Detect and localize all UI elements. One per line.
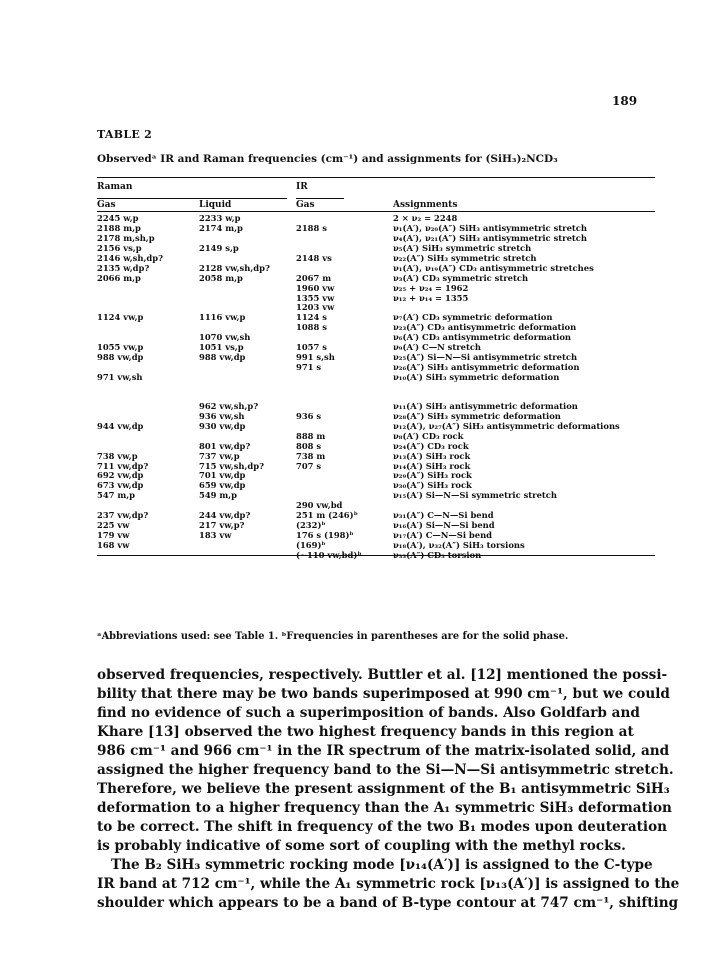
table-row bbox=[97, 511, 657, 521]
table-cell-c3: 176 s (198)ᵇ bbox=[296, 530, 354, 541]
table-cell-c4: ν₂₂(A″) SiH₃ symmetric stretch bbox=[393, 252, 537, 263]
table-row bbox=[97, 363, 657, 373]
table-cell-c3: 2188 s bbox=[296, 222, 327, 233]
table-label: TABLE 2 bbox=[97, 128, 153, 141]
table-row bbox=[97, 244, 657, 254]
table-cell-c1: 944 vw,dp bbox=[97, 420, 144, 431]
table-row bbox=[97, 333, 657, 343]
table-cell-c3: 888 m bbox=[296, 430, 326, 441]
table-cell-c1: 547 m,p bbox=[97, 490, 136, 501]
table-cell-c3: (169)ᵇ bbox=[296, 540, 326, 550]
table-cell-c3: 2067 m bbox=[296, 272, 332, 283]
table-caption: Observedᵃ IR and Raman frequencies (cm⁻¹) and assignments for (SiH₃)₂NCD₃ bbox=[97, 153, 558, 165]
table-cell-c2: 2058 m,p bbox=[199, 272, 243, 283]
table-cell-c4: ν₉(A′) C—N stretch bbox=[393, 342, 482, 353]
table-header-bottom-rule bbox=[97, 211, 655, 212]
table-cell-c3: 290 vw,bd bbox=[296, 500, 343, 511]
table-cell-c2: 2233 w,p bbox=[199, 213, 241, 223]
table-cell-c4: ν₂₉(A″) SiH₃ rock bbox=[393, 470, 472, 481]
header-raman: Raman bbox=[97, 182, 133, 192]
table-cell-c4: ν₁₈(A′), ν₃₂(A″) SiH₃ torsions bbox=[393, 540, 525, 550]
table-cell-c2: 183 vw bbox=[199, 530, 232, 541]
table-cell-c1: 179 vw bbox=[97, 530, 130, 541]
table-row bbox=[97, 491, 657, 501]
table-cell-c2: 217 vw,p? bbox=[199, 520, 245, 531]
body-line: deformation to a higher frequency than the A₁ symmetric SiH₃ deformation bbox=[97, 800, 672, 816]
table-row bbox=[97, 531, 657, 541]
table-cell-c4: ν₁₂(A′), ν₂₇(A″) SiH₃ antisymmetric deformations bbox=[393, 420, 620, 431]
body-line: shoulder which appears to be a band of B-type contour at 747 cm⁻¹, shifting bbox=[97, 895, 679, 911]
table-cell-c2: 737 vw,p bbox=[199, 450, 240, 461]
table-cell-c2: 2174 m,p bbox=[199, 222, 243, 233]
table-cell-c4: ν₂₈(A″) SiH₃ symmetric deformation bbox=[393, 410, 561, 421]
table-cell-c3: 936 s bbox=[296, 410, 322, 421]
table-cell-c4: ν₂₅(A″) Si—N—Si antisymmetric stretch bbox=[393, 352, 578, 363]
body-line: assigned the higher frequency band to the Si—N—Si antisymmetric stretch. bbox=[97, 762, 674, 778]
table-cell-c1: 2156 vs,p bbox=[97, 242, 142, 253]
table-cell-c1: 2135 w,dp? bbox=[97, 262, 150, 273]
raman-header-rule bbox=[97, 198, 287, 199]
table-cell-c1: 168 vw bbox=[97, 540, 130, 550]
table-cell-c3: 1124 s bbox=[296, 312, 327, 323]
table-cell-c3: 1057 s bbox=[296, 342, 327, 353]
table-footnote: ᵃAbbreviations used: see Table 1. ᵇFrequencies in parentheses are for the solid phase. bbox=[97, 631, 569, 642]
table-cell-c1: 738 vw,p bbox=[97, 450, 138, 461]
table-row bbox=[97, 402, 657, 412]
table-cell-c3: 1203 vw bbox=[296, 302, 335, 313]
table-row bbox=[97, 303, 657, 313]
table-cell-c3: 738 m bbox=[296, 450, 326, 461]
table-cell-c4: ν₁₆(A′) Si—N—Si bend bbox=[393, 520, 495, 531]
table-cell-c2: 715 vw,sh,dp? bbox=[199, 460, 265, 471]
table-cell-c2: 549 m,p bbox=[199, 490, 238, 501]
frequency-table bbox=[97, 214, 657, 561]
table-cell-c1: 2146 w,sh,dp? bbox=[97, 252, 164, 263]
table-cell-c3: (232)ᵇ bbox=[296, 520, 326, 531]
table-cell-c4: ν₃₁(A″) C—N—Si bend bbox=[393, 510, 494, 521]
table-cell-c4: ν₂₅ + ν₂₄ = 1962 bbox=[393, 282, 469, 293]
table-cell-c3: 1355 vw bbox=[296, 292, 335, 303]
table-cell-c4: 2 × ν₂ = 2248 bbox=[393, 213, 458, 223]
table-cell-c3: 707 s bbox=[296, 460, 322, 471]
table-row bbox=[97, 323, 657, 333]
table-row bbox=[97, 452, 657, 462]
table-cell-c1: 1055 vw,p bbox=[97, 342, 144, 353]
table-cell-c1: 673 vw,dp bbox=[97, 480, 144, 491]
table-cell-c3: 971 s bbox=[296, 362, 322, 373]
table-cell-c4: ν₃₃(A″) CD₃ torsion bbox=[393, 549, 482, 560]
table-row bbox=[97, 541, 657, 551]
table-row bbox=[97, 481, 657, 491]
table-cell-c4: ν₈(A′) CD₃ rock bbox=[393, 430, 464, 441]
header-ir: IR bbox=[296, 182, 308, 192]
table-row bbox=[97, 234, 657, 244]
table-cell-c2: 1070 vw,sh bbox=[199, 332, 251, 343]
table-cell-c2: 2128 vw,sh,dp? bbox=[199, 262, 270, 273]
body-line: The B₂ SiH₃ symmetric rocking mode [ν₁₄(A′)] is assigned to the C-type bbox=[111, 857, 653, 873]
table-cell-c4: ν₁₇(A′) C—N—Si bend bbox=[393, 530, 493, 541]
table-cell-c2: 936 vw,sh bbox=[199, 410, 245, 421]
body-line: 986 cm⁻¹ and 966 cm⁻¹ in the IR spectrum of the matrix-isolated solid, and bbox=[97, 743, 670, 759]
body-line: Khare [13] observed the two highest frequency bands in this region at bbox=[97, 724, 634, 740]
table-cell-c4: ν₁₁(A′) SiH₃ antisymmetric deformation bbox=[393, 400, 578, 411]
body-text bbox=[97, 666, 680, 913]
table-cell-c3: 251 m (246)ᵇ bbox=[296, 510, 358, 521]
table-cell-c3: 808 s bbox=[296, 440, 322, 451]
table-cell-c4: ν₂₃(A″) CD₃ antisymmetric deformation bbox=[393, 322, 577, 333]
table-cell-c1: 988 vw,dp bbox=[97, 352, 144, 363]
table-cell-c2: 659 vw,dp bbox=[199, 480, 246, 491]
table-cell-c3: 1960 vw bbox=[296, 282, 335, 293]
table-cell-c4: ν₁₀(A′) SiH₃ symmetric deformation bbox=[393, 372, 560, 382]
table-row bbox=[97, 471, 657, 481]
body-line: observed frequencies, respectively. Buttler et al. [12] mentioned the possi- bbox=[97, 667, 668, 683]
table-bottom-rule bbox=[97, 555, 655, 556]
table-cell-c2: 988 vw,dp bbox=[199, 352, 246, 363]
table-cell-c4: ν₁₃(A′) SiH₃ rock bbox=[393, 450, 471, 461]
table-row bbox=[97, 274, 657, 284]
table-row bbox=[97, 521, 657, 531]
body-line: find no evidence of such a superimposition of bands. Also Goldfarb and bbox=[97, 705, 640, 721]
table-cell-c2: 962 vw,sh,p? bbox=[199, 400, 259, 411]
table-cell-c4: ν₁(A′), ν₁₉(A″) CD₃ antisymmetric stretches bbox=[393, 262, 594, 273]
table-cell-c1: 711 vw,dp? bbox=[97, 460, 149, 471]
table-cell-c4: ν₁₅(A′) Si—N—Si symmetric stretch bbox=[393, 490, 557, 501]
table-cell-c1: 692 vw,dp bbox=[97, 470, 144, 481]
table-top-rule bbox=[97, 177, 655, 178]
table-cell-c4: ν₄(A′), ν₂₁(A″) SiH₃ antisymmetric stretch bbox=[393, 232, 587, 243]
table-cell-c2: 930 vw,dp bbox=[199, 420, 246, 431]
table-cell-c4: ν₃(A′) CD₃ symmetric stretch bbox=[393, 272, 529, 283]
table-cell-c4: ν₁(A′), ν₂₀(A″) SiH₃ antisymmetric stretch bbox=[393, 222, 587, 233]
table-cell-c4: ν₂₆(A″) SiH₃ antisymmetric deformation bbox=[393, 362, 580, 373]
table-row bbox=[97, 422, 657, 432]
table-cell-c1: 2178 m,sh,p bbox=[97, 232, 155, 243]
table-cell-c4: ν₂₄(A″) CD₃ rock bbox=[393, 440, 469, 451]
table-row bbox=[97, 501, 657, 511]
table-row bbox=[97, 294, 657, 304]
page-number: 189 bbox=[612, 94, 638, 108]
ir-header-underline bbox=[296, 198, 344, 199]
table-cell-c3: 1088 s bbox=[296, 322, 327, 333]
table-cell-c4: ν₆(A′) CD₃ antisymmetric deformation bbox=[393, 332, 572, 343]
body-line: is probably indicative of some sort of coupling with the methyl rocks. bbox=[97, 838, 626, 854]
header-ir-gas: Gas bbox=[296, 200, 315, 210]
table-row bbox=[97, 284, 657, 294]
table-cell-c2: 2149 s,p bbox=[199, 242, 239, 253]
table-cell-c4: ν₃₀(A″) SiH₃ rock bbox=[393, 480, 472, 491]
table-cell-c2: 701 vw,dp bbox=[199, 470, 246, 481]
table-row bbox=[97, 442, 657, 452]
body-line: IR band at 712 cm⁻¹, while the A₁ symmetric rock [ν₁₃(A′)] is assigned to the bbox=[97, 876, 680, 892]
table-cell-c1: 2066 m,p bbox=[97, 272, 141, 283]
table-row bbox=[97, 264, 657, 274]
table-cell-c2: 801 vw,dp? bbox=[199, 440, 251, 451]
table-cell-c1: 237 vw,dp? bbox=[97, 510, 149, 521]
table-cell-c4: ν₁₂ + ν₁₄ = 1355 bbox=[393, 292, 469, 303]
table-row bbox=[97, 373, 657, 383]
table-cell-c4: ν₁₄(A′) SiH₃ rock bbox=[393, 460, 471, 471]
table-cell-c2: 1116 vw,p bbox=[199, 312, 246, 323]
table-cell-c1: 2245 w,p bbox=[97, 213, 139, 223]
header-assignments: Assignments bbox=[393, 200, 458, 210]
table-cell-c3: (~110 vw,bd)ᵇ bbox=[296, 549, 362, 560]
table-cell-c4: ν₅(A′) SiH₃ symmetric stretch bbox=[393, 242, 532, 253]
header-liquid: Liquid bbox=[199, 200, 232, 210]
table-cell-c1: 225 vw bbox=[97, 520, 130, 531]
table-cell-c2: 244 vw,dp? bbox=[199, 510, 251, 521]
header-gas: Gas bbox=[97, 200, 116, 210]
body-line: to be correct. The shift in frequency of the two B₁ modes upon deuteration bbox=[97, 819, 668, 835]
table-cell-c1: 2188 m,p bbox=[97, 222, 141, 233]
table-cell-c3: 2148 vs bbox=[296, 252, 332, 263]
body-line: Therefore, we believe the present assignment of the B₁ antisymmetric SiH₃ bbox=[97, 781, 670, 797]
table-row bbox=[97, 432, 657, 442]
table-cell-c1: 1124 vw,p bbox=[97, 312, 144, 323]
body-line: bility that there may be two bands superimposed at 990 cm⁻¹, but we could bbox=[97, 686, 670, 702]
table-row bbox=[97, 462, 657, 472]
table-cell-c4: ν₇(A′) CD₃ symmetric deformation bbox=[393, 312, 553, 323]
table-cell-c1: 971 vw,sh bbox=[97, 372, 143, 382]
table-cell-c2: 1051 vs,p bbox=[199, 342, 244, 353]
table-cell-c3: 991 s,sh bbox=[296, 352, 335, 363]
